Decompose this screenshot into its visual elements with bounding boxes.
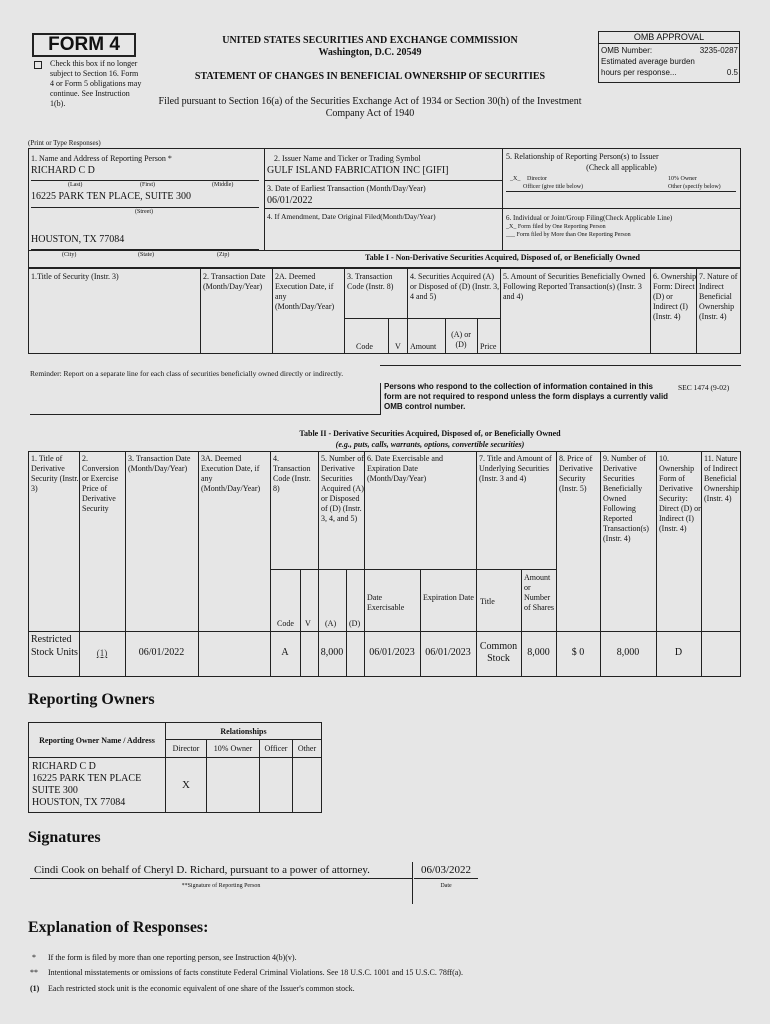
t2-sub-d: (D): [349, 619, 361, 628]
box3-label: 3. Date of Earliest Transaction (Month/Day/Year): [267, 184, 426, 193]
divider: [31, 249, 259, 250]
t2-row-date-ex: 06/01/2023: [369, 647, 415, 658]
owner-address-cell: [29, 758, 166, 813]
omb-number-label: OMB Number:: [601, 46, 653, 55]
divider: [30, 414, 380, 415]
t1-amount-header: Amount: [410, 342, 437, 351]
omb-hours: 0.5: [726, 68, 738, 77]
filed-pursuant: Filed pursuant to Section 16(a) of the Securities Exchange Act of 1934 or Section 30(h) of the Investment Company Act of 1940: [158, 96, 582, 119]
divider: [270, 569, 556, 570]
print-type-note: (Print or Type Responses): [28, 139, 101, 147]
t2-h1: 1. Title of Derivative Security (Instr. 3): [31, 454, 79, 493]
middle-label: (Middle): [212, 182, 234, 188]
owner-line1: RICHARD C D: [32, 761, 96, 772]
city-label: (City): [62, 252, 77, 258]
city-state-zip: HOUSTON, TX 77084: [31, 234, 125, 245]
t1-col7-header: 7. Nature of Indirect Beneficial Ownership (Instr. 4): [699, 272, 738, 321]
divider: [364, 451, 365, 677]
t1-col2a-header: 2A. Deemed Execution Date, if any (Month/Day/Year): [275, 272, 335, 311]
t2-row-underlying-title: Common Stock: [479, 641, 518, 664]
omb-burden-label: Estimated average burden: [601, 57, 695, 66]
filing-option-many: ___ Form filed by More than One Reporting Person: [506, 232, 631, 238]
t2-sub-amount: Amount or Number of Shares: [524, 573, 554, 612]
signer-label: **Signature of Reporting Person: [181, 883, 261, 889]
owner10-cell: [207, 758, 260, 813]
t1-col2-header: 2. Transaction Date (Month/Day/Year): [203, 272, 266, 291]
t1-col6-header: 6. Ownership Form: Direct (D) or Indirect (I) (Instr. 4): [653, 272, 697, 321]
t1-col4-header: 4. Securities Acquired (A) or Disposed of (D) (Instr. 3, 4 and 5): [410, 272, 500, 301]
street-address: 16225 PARK TEN PLACE, SUITE 300: [31, 191, 192, 202]
t2-row-trans-date: 06/01/2022: [138, 647, 185, 658]
divider: [346, 569, 347, 677]
divider: [344, 268, 345, 354]
director-header: Director: [166, 740, 207, 758]
t1-col5-header: 5. Amount of Securities Beneficially Owned Following Reported Transaction(s) (Instr. 3 and 4): [503, 272, 646, 301]
agency-name: UNITED STATES SECURITIES AND EXCHANGE COMMISSION: [222, 35, 518, 46]
form-title: FORM 4: [48, 34, 120, 55]
director-option: Director: [527, 176, 547, 182]
omb-hours-label: hours per response...: [601, 68, 677, 77]
t2-h11: 11. Nature of Indirect Beneficial Ownership (Instr. 4): [704, 454, 740, 503]
t2-row-code: A: [281, 647, 289, 658]
divider: [388, 318, 389, 354]
reporting-person-name: RICHARD C D: [31, 165, 95, 176]
reporting-owners-heading: Reporting Owners: [28, 691, 155, 708]
t2-h10: 10. Ownership Form of Derivative Security: Direct (D) or Indirect (I) (Instr. 4): [659, 454, 701, 533]
t2-row-owned: 8,000: [616, 647, 640, 658]
officer-option: Officer (give title below): [523, 184, 584, 190]
signer-text: Cindi Cook on behalf of Cheryl D. Richard, pursuant to a power of attorney.: [34, 864, 370, 876]
reminder-text: Reminder: Report on a separate line for each class of securities beneficially owned directly or indirectly.: [30, 369, 344, 378]
owner-name-header: Reporting Owner Name / Address: [29, 723, 166, 758]
table2-title: Table II - Derivative Securities Acquired, Disposed of, or Beneficially Owned: [299, 429, 561, 438]
divider: [506, 191, 736, 192]
divider: [28, 631, 741, 632]
note2-text: Intentional misstatements or omissions of facts constitute Federal Criminal Violations. See 18 U.S.C. 1001 and 15 U.S.C. 78ff(a).: [48, 968, 463, 977]
t2-h8: 8. Price of Derivative Security (Instr. 5): [559, 454, 593, 493]
divider: [412, 862, 413, 904]
box5-sub: (Check all applicable): [586, 163, 657, 172]
zip-label: (Zip): [217, 252, 230, 258]
no-longer-subject-checkbox[interactable]: [34, 61, 42, 69]
checkbox-text: Check this box if no longer subject to Section 16. Form 4 or Form 5 obligations may continue. See Instruction 1(b).: [50, 59, 142, 108]
divider: [500, 268, 501, 354]
divider: [701, 451, 702, 677]
officer-cell: [260, 758, 293, 813]
note1-mark: *: [32, 953, 36, 962]
t2-row-underlying-amount: 8,000: [527, 647, 550, 658]
t2-sub-v: V: [305, 619, 311, 628]
other-cell: [293, 758, 322, 813]
t1-aord-header: (A) or (D): [451, 330, 471, 349]
persons-notice: Persons who respond to the collection of information contained in this form are not required to respond unless the form displays a currently valid OMB control number.: [384, 382, 669, 411]
filing-option-one: _X_ Form filed by One Reporting Person: [506, 224, 606, 230]
earliest-transaction-date: 06/01/2022: [267, 195, 313, 206]
divider: [521, 569, 522, 677]
director-mark: _X_: [510, 176, 521, 182]
t1-col1-header: 1.Title of Security (Instr. 3): [31, 272, 119, 281]
divider: [300, 569, 301, 677]
divider: [30, 878, 412, 879]
explanation-heading: Explanation of Responses:: [28, 919, 209, 936]
sec-code: SEC 1474 (9-02): [678, 383, 730, 392]
note3-mark: (1): [30, 984, 40, 993]
signatures-heading: Signatures: [28, 829, 101, 846]
t2-h4: 4. Transaction Code (Instr. 8): [273, 454, 311, 493]
reporting-owners-table: [28, 722, 322, 813]
note2-mark: **: [30, 968, 38, 977]
divider: [264, 148, 265, 250]
t2-sub-exp: Expiration Date: [423, 593, 474, 602]
street-label: (Street): [135, 209, 153, 215]
divider: [200, 268, 201, 354]
t2-sub-code: Code: [277, 619, 294, 628]
t2-h3a: 3A. Deemed Execution Date, if any (Month/Day/Year): [201, 454, 261, 493]
divider: [272, 268, 273, 354]
signature-date: 06/03/2022: [420, 864, 472, 876]
relationships-header: Relationships: [166, 723, 322, 740]
owner-line3: SUITE 300: [32, 785, 78, 796]
divider: [264, 180, 502, 181]
other-header: Other: [293, 740, 322, 758]
director-mark-cell: X: [166, 758, 207, 813]
divider: [556, 451, 557, 677]
divider: [420, 569, 421, 677]
divider: [28, 250, 741, 251]
issuer-name: GULF ISLAND FABRICATION INC [GIFI]: [267, 165, 449, 176]
t1-price-header: Price: [480, 342, 497, 351]
divider: [318, 451, 319, 677]
divider: [270, 451, 271, 677]
divider: [198, 451, 199, 677]
t2-row-conversion: (1): [96, 648, 108, 658]
officer-header: Officer: [260, 740, 293, 758]
t2-h3: 3. Transaction Date (Month/Day/Year): [128, 454, 191, 473]
t2-row-price: $ 0: [571, 647, 585, 658]
box6-label: 6. Individual or Joint/Group Filing(Check Applicable Line): [506, 214, 673, 222]
divider: [477, 318, 478, 354]
t2-h5: 5. Number of Derivative Securities Acquired (A) or Disposed of (D) (Instr. 3, 4, and 5): [321, 454, 364, 523]
t2-row-amount-a: 8,000: [320, 647, 344, 658]
last-label: (Last): [68, 182, 83, 188]
agency-city: Washington, D.C. 20549: [318, 47, 422, 58]
owner-line2: 16225 PARK TEN PLACE: [32, 773, 142, 784]
first-label: (First): [140, 182, 155, 188]
owner10-option: 10% Owner: [668, 176, 697, 182]
divider: [380, 365, 741, 366]
omb-title: OMB APPROVAL: [633, 32, 705, 42]
divider: [650, 268, 651, 354]
divider: [380, 383, 381, 415]
t1-v-header: V: [395, 342, 401, 351]
t2-row-title: Restricted Stock Units: [31, 634, 78, 658]
note1-text: If the form is filed by more than one reporting person, see Instruction 4(b)(v).: [48, 953, 297, 962]
note3-text: Each restricted stock unit is the economic equivalent of one share of the Issuer's common stock.: [48, 984, 355, 993]
box2-label: 2. Issuer Name and Ticker or Trading Symbol: [274, 154, 421, 163]
box4-label: 4. If Amendment, Date Original Filed(Month/Day/Year): [267, 212, 436, 221]
t2-row-form: D: [674, 647, 683, 658]
t2-sub-date-ex: Date Exercisable: [367, 593, 405, 612]
divider: [598, 43, 740, 44]
owner10-header: 10% Owner: [207, 740, 260, 758]
t2-sub-a: (A): [325, 619, 337, 628]
t2-h2: 2. Conversion or Exercise Price of Derivative Security: [82, 454, 119, 513]
divider: [407, 268, 408, 354]
t2-sub-title: Title: [480, 597, 495, 606]
t2-row-exp-date: 06/01/2023: [425, 647, 471, 658]
table1-title: Table I - Non-Derivative Securities Acquired, Disposed of, or Beneficially Owned: [365, 253, 640, 262]
statement-title: STATEMENT OF CHANGES IN BENEFICIAL OWNERSHIP OF SECURITIES: [194, 71, 546, 82]
box5-label: 5. Relationship of Reporting Person(s) to Issuer: [506, 152, 659, 161]
t2-h7: 7. Title and Amount of Underlying Securities (Instr. 3 and 4): [479, 454, 552, 483]
state-label: (State): [138, 252, 154, 258]
other-option: Other (specify below): [668, 184, 721, 190]
date-label: Date: [440, 883, 452, 889]
divider: [79, 451, 80, 677]
owner-line4: HOUSTON, TX 77084: [32, 797, 126, 808]
divider: [502, 208, 741, 209]
t1-code-header: Code: [356, 342, 373, 351]
omb-number: 3235-0287: [699, 46, 738, 55]
box1-label: 1. Name and Address of Reporting Person *: [31, 154, 172, 163]
t1-col3-header: 3. Transaction Code (Instr. 8): [347, 272, 394, 291]
table2-subtitle: (e.g., puts, calls, warrants, options, convertible securities): [335, 440, 525, 449]
t2-h6: 6. Date Exercisable and Expiration Date (Month/Day/Year): [367, 454, 443, 483]
divider: [414, 878, 478, 879]
t2-h9: 9. Number of Derivative Securities Beneficially Owned Following Reported Transaction(s) (Instr. 4): [603, 454, 649, 543]
divider: [264, 208, 502, 209]
